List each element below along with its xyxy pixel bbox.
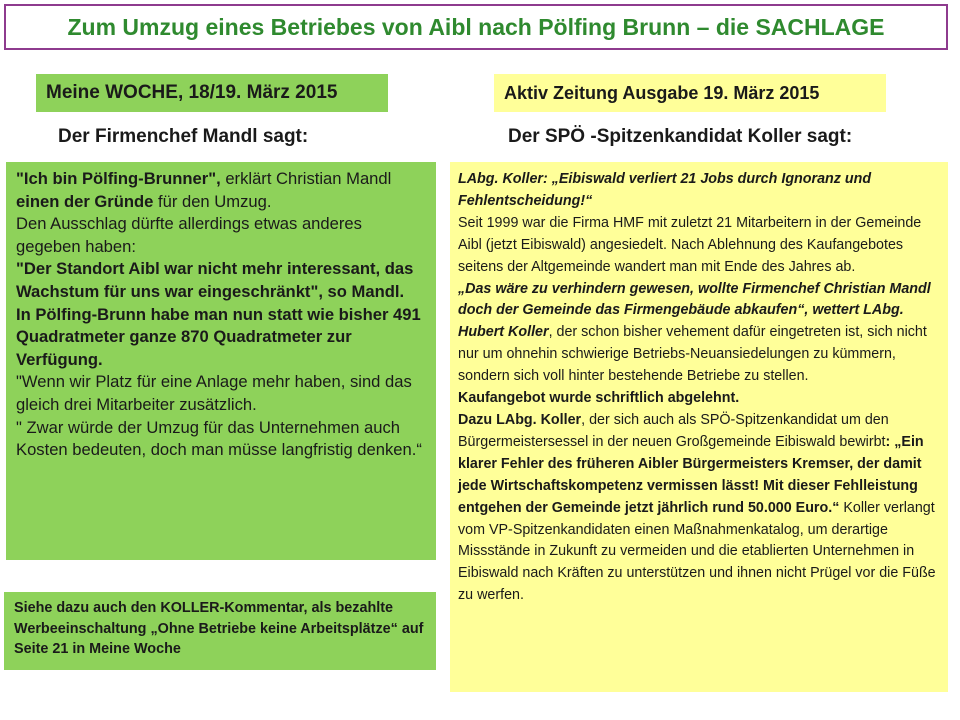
mandl-paragraph-4: In Pölfing-Brunn habe man nun statt wie bisher 491 Quadratmeter ganze 870 Quadratmeter zur Verfügung. [16,304,421,369]
left-source-label-text: Meine WOCHE, 18/19. März 2015 [46,82,338,103]
page-title [4,4,948,50]
mandl-paragraph-5: "Wenn wir Platz für eine Anlage mehr haben, sind das gleich drei Mitarbeiter zusätzlich. [16,372,412,414]
koller-text-3: , der schon bisher vehement dafür eingetreten ist, sich nicht nur um ohnehin schwierige Betriebs-Neuansiedelungen zu kümmern, sondern sich voll hinter bestehende Betriebe zu stellen. [458,324,927,385]
left-source-label [36,74,388,112]
koller-paragraph-3 [458,279,942,389]
right-source-label [494,74,886,112]
koller-text-5: , der sich auch als SPÖ-Spitzenkandidat um den Bürgermeistersessel in der neuen Großgemeinde Eibiswald bewirbt [458,411,889,450]
mandl-quote-panel [6,162,436,560]
koller-article-panel [450,162,948,692]
right-subheading: Der SPÖ -Spitzenkandidat Koller sagt: [508,126,853,147]
page-title-text: Zum Umzug eines Betriebes von Aibl nach Pölfing Brunn – die SACHLAGE [67,13,885,40]
mandl-paragraph-3: "Der Standort Aibl war nicht mehr interessant, das Wachstum für uns war eingeschränkt", so Mandl. [16,259,414,301]
mandl-paragraph-6: " Zwar würde der Umzug für das Unternehmen auch Kosten bedeuten, doch man müsse langfristig denken.“ [16,417,422,460]
mandl-text-1: erklärt Christian Mandl [220,169,392,188]
mandl-text-1-end: für den Umzug. [153,191,272,211]
koller-quote-2: : „Ein klarer Fehler des früheren Aibler Bürgermeisters Kremser, der damit jede Wirtschaftskompetenz vermissen lässt! Mit dieser Fehlleistung entgehen der Gemeinde jetzt jährlich rund 50.000 Euro.“ [458,433,924,516]
koller-comment-note [4,592,436,670]
koller-paragraph-1: LAbg. Koller: „Eibiswald verliert 21 Jobs durch Ignoranz und Fehlentscheidung!“ [458,171,872,209]
mandl-reasons: einen der Gründe [16,191,154,211]
koller-paragraph-4: Kaufangebot wurde schriftlich abgelehnt. [458,390,740,407]
koller-lead: Dazu LAbg. Koller [458,411,582,428]
mandl-paragraph-1 [16,168,428,213]
koller-paragraph-2: Seit 1999 war die Firma HMF mit zuletzt 21 Mitarbeitern in der Gemeinde Aibl (jetzt Eibiswald) angesiedelt. Nach Ablehnung des Kaufangebotes seitens der Altgemeinde wandert man mit Ende des Jahres ab. [458,214,922,275]
koller-paragraph-5 [458,410,942,607]
koller-quote-1: „Das wäre zu verhindern gewesen, wollte Firmenchef Christian Mandl doch der Gemeinde das Firmengebäude abkaufen“, wettert LAbg. Hubert Koller [458,280,931,341]
koller-text-5-end: Koller verlangt vom VP-Spitzenkandidaten einen Maßnahmenkatalog, um derartige Missstände in Zukunft zu vermeiden und die etablierten Unternehmen in Eibiswald nach Kräften zu unterstützen und ihnen nicht Prügel vor die Füße zu werfen. [458,499,936,604]
right-source-label-text: Aktiv Zeitung Ausgabe 19. März 2015 [504,82,820,103]
left-subheading: Der Firmenchef Mandl sagt: [58,126,309,147]
koller-comment-note-text: Siehe dazu auch den KOLLER-Kommentar, als bezahlte Werbeeinschaltung „Ohne Betriebe keine Arbeitsplätze“ auf Seite 21 in Meine Woche [14,600,424,657]
mandl-quote-1: "Ich bin Pölfing-Brunner", [16,169,221,188]
mandl-paragraph-2: Den Ausschlag dürfte allerdings etwas anderes gegeben haben: [16,214,362,256]
